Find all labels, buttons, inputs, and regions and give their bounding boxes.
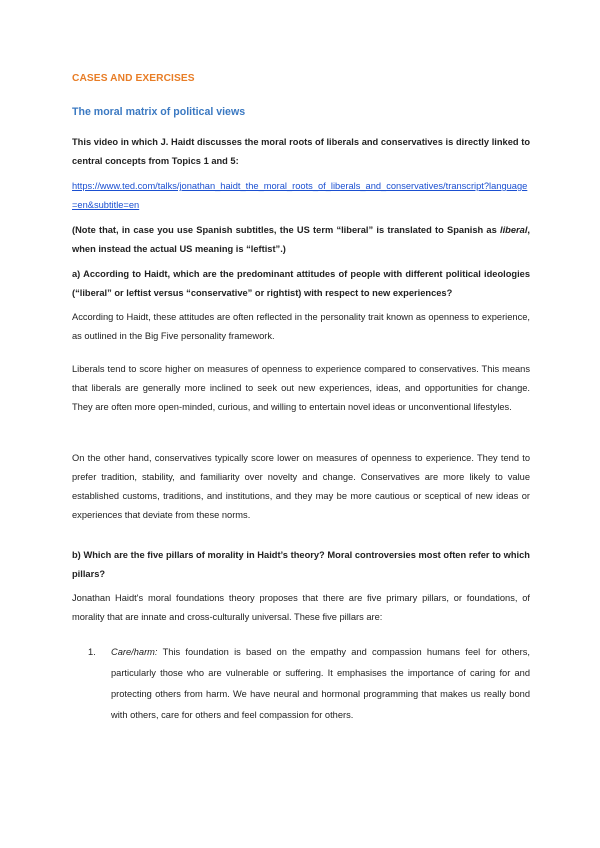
- note-paragraph: [72, 221, 530, 259]
- answer-a-paragraph-3: On the other hand, conservatives typically score lower on measures of openness to experience. They tend to prefer tradition, stability, and familiarity over novelty and change. Conservatives are more likely to value established customs, traditions, and institutions, and they may be more cautious or sceptical of new ideas or experiences that deviate from these norms.: [72, 453, 530, 520]
- list-item-body: [111, 642, 530, 726]
- question-b: b) Which are the five pillars of morality in Haidt’s theory? Moral controversies most often refer to which pillars?: [72, 550, 530, 579]
- list-item-text: This foundation is based on the empathy and compassion humans feel for others, particularly those who are vulnerable or suffering. It emphasises the importance of caring for and protecting others from harm. We have neural and hormonal programming that makes us really bond with others, care for others and feel compassion for others.: [111, 647, 530, 720]
- note-text-end: , when instead the actual US meaning is “leftist”.): [72, 225, 530, 254]
- question-a: a) According to Haidt, which are the predominant attitudes of people with different political ideologies (“liberal” or leftist versus “conservative” or rightist) with respect to new experiences?: [72, 269, 530, 298]
- list-item-number: 1.: [88, 647, 96, 657]
- note-italic-term: liberal: [500, 225, 528, 235]
- video-link[interactable]: https://www.ted.com/talks/jonathan_haidt_the_moral_roots_of_liberals_and_conservatives/transcript?language=en&subtitle=en: [72, 181, 528, 210]
- intro-paragraph: This video in which J. Haidt discusses the moral roots of liberals and conservatives is directly linked to central concepts from Topics 1 and 5:: [72, 137, 530, 166]
- video-link-paragraph: [72, 177, 530, 215]
- subtitle: The moral matrix of political views: [72, 106, 246, 118]
- pillars-list: [88, 642, 530, 726]
- list-item: [88, 642, 530, 726]
- list-item-term: Care/harm:: [111, 647, 158, 657]
- answer-b-intro: Jonathan Haidt's moral foundations theory proposes that there are five primary pillars, or foundations, of morality that are innate and cross-culturally universal. These five pillars are:: [72, 593, 530, 622]
- note-text: (Note that, in case you use Spanish subtitles, the US term “liberal” is translated to Spanish as: [72, 225, 501, 235]
- section-title: CASES AND EXERCISES: [72, 73, 195, 84]
- answer-a-paragraph-2: Liberals tend to score higher on measures of openness to experience compared to conservatives. This means that liberals are generally more inclined to seek out new experiences, ideas, and opportunities for change. They are often more open-minded, curious, and willing to entertain novel ideas or unconventional lifestyles.: [72, 364, 530, 412]
- answer-a-paragraph-1: According to Haidt, these attitudes are often reflected in the personality trait known as openness to experience, as outlined in the Big Five personality framework.: [72, 312, 530, 341]
